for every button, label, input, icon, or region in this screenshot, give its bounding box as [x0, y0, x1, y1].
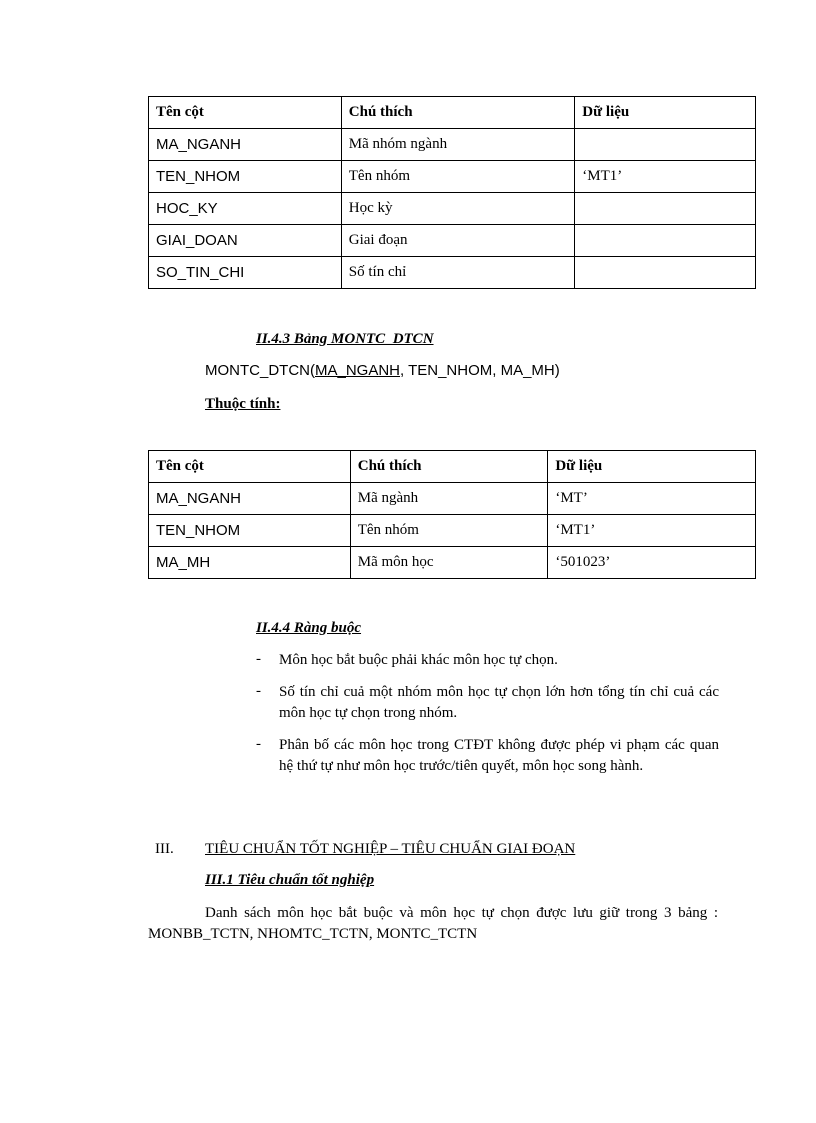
- cell-description: Mã môn học: [350, 547, 548, 579]
- cell-column-name: TEN_NHOM: [149, 515, 351, 547]
- table-header-row: [149, 451, 756, 483]
- table-row: [149, 483, 756, 515]
- paragraph-tables: Danh sách môn học bắt buộc và môn học tự chọn được lưu giữ trong 3 bảng : MONBB_TCTN, NHOMTC_TCTN, MONTC_TCTN: [148, 905, 718, 942]
- cell-description: Mã ngành: [350, 483, 548, 515]
- cell-column-name: MA_NGANH: [149, 483, 351, 515]
- constraint-item: Phân bố các môn học trong CTĐT không được phép vi phạm các quan hệ thứ tự như môn học trước/tiên quyết, môn học song hành.: [279, 737, 719, 774]
- columns-table-1: [148, 96, 756, 289]
- cell-data: [575, 257, 756, 289]
- subheading-3-1: III.1 Tiêu chuẩn tốt nghiệp: [205, 872, 375, 888]
- section-title: TIÊU CHUẨN TỐT NGHIỆP – TIÊU CHUẨN GIAI ĐOẠN: [205, 841, 576, 857]
- table-row: [149, 547, 756, 579]
- header-data: Dữ liệu: [548, 451, 756, 483]
- cell-description: Tên nhóm: [341, 161, 575, 193]
- schema-prefix: MONTC_DTCN(: [205, 362, 315, 379]
- schema-primary-key: MA_NGANH: [315, 362, 401, 379]
- cell-description: Mã nhóm ngành: [341, 129, 575, 161]
- table-row: [149, 193, 756, 225]
- columns-table-2: [148, 450, 756, 579]
- relation-schema: [205, 362, 560, 379]
- cell-data: [575, 129, 756, 161]
- table-row: [149, 161, 756, 193]
- section-heading-2-4-4: II.4.4 Ràng buộc: [256, 620, 362, 636]
- header-description: Chú thích: [341, 97, 575, 129]
- attributes-label: Thuộc tính:: [205, 396, 281, 412]
- table-row: [149, 129, 756, 161]
- table-header-row: [149, 97, 756, 129]
- cell-description: Tên nhóm: [350, 515, 548, 547]
- header-column-name: Tên cột: [149, 451, 351, 483]
- cell-description: Số tín chỉ: [341, 257, 575, 289]
- table-row: [149, 257, 756, 289]
- cell-data: ‘MT1’: [548, 515, 756, 547]
- constraint-item: Số tín chỉ cuả một nhóm môn học tự chọn lớn hơn tổng tín chỉ cuả các môn học tự chọn trong nhóm.: [279, 684, 719, 721]
- section-heading-2-4-3: II.4.3 Bảng MONTC_DTCN: [256, 331, 434, 347]
- cell-data: [575, 193, 756, 225]
- header-description: Chú thích: [350, 451, 548, 483]
- cell-column-name: SO_TIN_CHI: [149, 257, 342, 289]
- bullet-marker: -: [256, 651, 261, 667]
- cell-column-name: HOC_KY: [149, 193, 342, 225]
- cell-description: Giai đoạn: [341, 225, 575, 257]
- table-row: [149, 225, 756, 257]
- cell-data: ‘MT1’: [575, 161, 756, 193]
- cell-data: ‘MT’: [548, 483, 756, 515]
- cell-column-name: TEN_NHOM: [149, 161, 342, 193]
- bullet-marker: -: [256, 736, 261, 752]
- bullet-marker: -: [256, 683, 261, 699]
- section-number: III.: [155, 841, 174, 857]
- table-row: [149, 515, 756, 547]
- cell-column-name: MA_NGANH: [149, 129, 342, 161]
- cell-data: [575, 225, 756, 257]
- cell-column-name: MA_MH: [149, 547, 351, 579]
- header-data: Dữ liệu: [575, 97, 756, 129]
- cell-data: ‘501023’: [548, 547, 756, 579]
- header-column-name: Tên cột: [149, 97, 342, 129]
- cell-description: Học kỳ: [341, 193, 575, 225]
- constraint-item: Môn học bắt buộc phải khác môn học tự chọn.: [279, 652, 558, 668]
- cell-column-name: GIAI_DOAN: [149, 225, 342, 257]
- schema-rest: , TEN_NHOM, MA_MH): [400, 362, 560, 379]
